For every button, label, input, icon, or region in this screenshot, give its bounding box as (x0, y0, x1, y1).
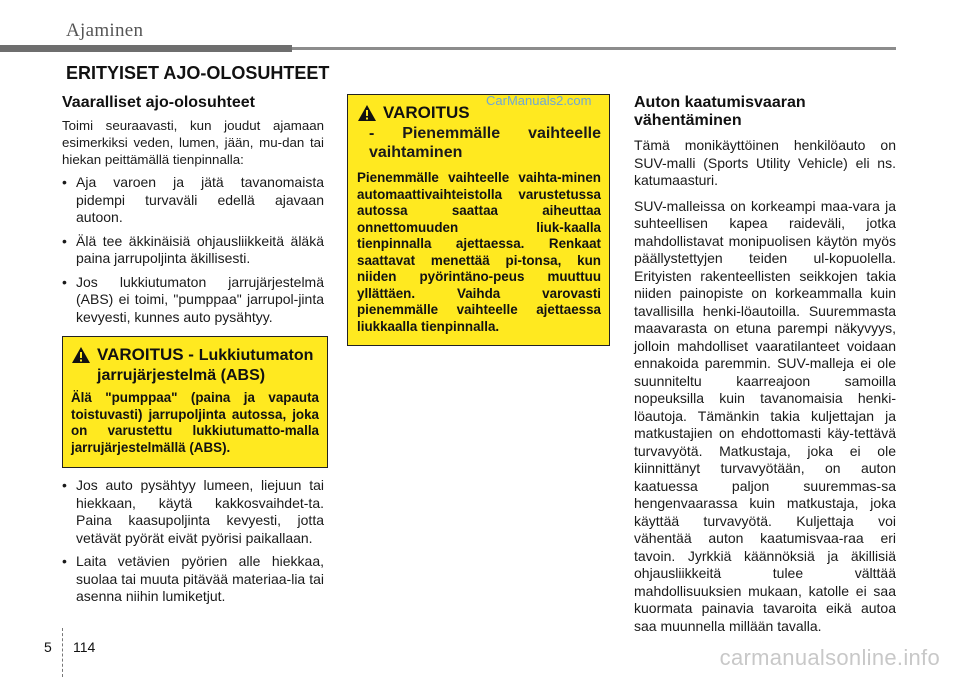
watermark-top: CarManuals2.com (486, 93, 592, 108)
list-item: • Älä tee äkkinäisiä ohjausliikkeitä äläkä paina jarrupoljinta äkillisesti. (62, 232, 324, 266)
paragraph: SUV-malleissa on korkeampi maa-vara ja suhteellisen kapea raideväli, jotka mahdollistavat monipuolisen käytön myös päällystettyjen teiden ul-kopuolella. Erityisten rakenteellisten seikkojen takia niiden painopiste on korkeammalla kuin tavallisilla henki-löautoilla. Suuremmasta maavarasta on etuna parempi näkyvyys, jolloin mahdolliset vaaratilanteet voidaan ennakoida paremmin. SUV-malleja ei ole suunniteltu kaarreajoon samoilla nopeuksilla kuin tavanomaisia henki-löautoja. Tämänkin takia kuljettajan ja matkustajien on ehdottomasti käy-tettävä turvavyötä. Matkustaja, joka ei ole kiinnittänyt turvavyötään, on auton kaatuessa paljon suuremmas-sa hengenvaarassa kuin matkustaja, joka käyttää turvavyötä. Kuljettaja voi vähentää auton kaatumisvaa-raa eri tavoin. Jyrkkiä käännöksiä ja äkillisiä ohjausliikkeitä tulee välttää mahdollisuuksien mukaan, katolle ei saa kuormata painavia tavaroita eikä autoa saa muunnella millään tavalla. (634, 197, 896, 634)
header-rule (292, 47, 896, 50)
rollover-heading: Auton kaatumisvaaran vähentäminen (634, 94, 806, 129)
warning-label: VAROITUS (383, 103, 470, 122)
header-bar (0, 45, 292, 52)
footer-watermark: carmanualsonline.info (719, 645, 940, 670)
right-column (634, 94, 896, 635)
left-column (62, 94, 324, 326)
bullet-icon: • (62, 553, 67, 569)
warning-box-abs (62, 336, 328, 468)
list-item: • Aja varoen ja jätä tavanomaista pidempi turvaväli edellä ajavaan autoon. (62, 174, 324, 225)
bullet-icon: • (62, 273, 67, 290)
list-item: • Laita vetävien pyörien alle hiekkaa, suolaa tai muuta pitävää materiaa-lia tai asenna niihin lumiketjut. (62, 553, 324, 604)
bullet-icon: • (62, 477, 67, 493)
chapter-title: Ajaminen (66, 20, 144, 41)
section-title: ERITYISET AJO-OLOSUHTEET (66, 63, 330, 83)
page-number: 114 (73, 639, 96, 655)
paragraph: Tämä monikäyttöinen henkilöauto on SUV-malli (Sports Utility Vehicle) eli ns. katumaasturi. (634, 137, 896, 188)
warning-triangle-icon (71, 346, 91, 364)
warning-triangle-icon (357, 104, 377, 122)
list-item: • Jos lukkiutumaton jarrujärjestelmä (ABS) ei toimi, "pumppaa" jarrupol-jinta kevyesti, kunnes auto pysähtyy. (62, 273, 324, 325)
hazard-heading: Vaaralliset ajo-olosuhteet (62, 94, 255, 111)
warning-box-downshift (347, 94, 610, 346)
list-item: • Jos auto pysähtyy lumeen, liejuun tai hiekkaan, käytä kakkosvaihdet-ta. Paina kaasupoljinta kevyesti, jotta vetävät pyörät eivät pyörisi paikallaan. (62, 477, 324, 546)
bullet-icon: • (62, 232, 67, 249)
bullet-list-bottom (62, 477, 324, 606)
warning-text: Älä "pumppaa" (paina ja vapauta toistuvasti) jarrupoljinta autossa, joka on varustettu lukkiutumatto-malla jarrujärjestelmällä (ABS). (71, 390, 319, 455)
warning-title: - Pienemmälle vaihteelle vaihtaminen (369, 125, 601, 161)
warning-title-cont: jarrujärjestelmä (ABS) (97, 367, 266, 384)
bullet-icon: • (62, 174, 67, 190)
chapter-number: 5 (44, 639, 52, 655)
hazard-intro: Toimi seuraavasti, kun joudut ajamaan esimerkiksi veden, lumen, jään, mu-dan tai hiekan peittämällä tienpinnalla: (62, 118, 324, 167)
bullet-list-top (62, 174, 324, 326)
warning-text: Pienemmälle vaihteelle vaihta-minen automaattivaihteistolla varustetussa autossa saattaa aiheuttaa onnettomuuden liuk-kaalla tienpinnalla ajettaessa. Renkaat saattavat menettää pi-tonsa, kun niiden pyörintäno-peus muuttuu yllättäen. Vaihda varovasti pienemmälle vaihteelle ajettaessa liukkaalla tienpinnalla. (357, 170, 601, 334)
left-column-lower (62, 477, 324, 606)
footer-divider (62, 628, 63, 677)
warning-title: Lukkiutumaton (198, 347, 314, 364)
warning-label: VAROITUS - (97, 345, 194, 364)
